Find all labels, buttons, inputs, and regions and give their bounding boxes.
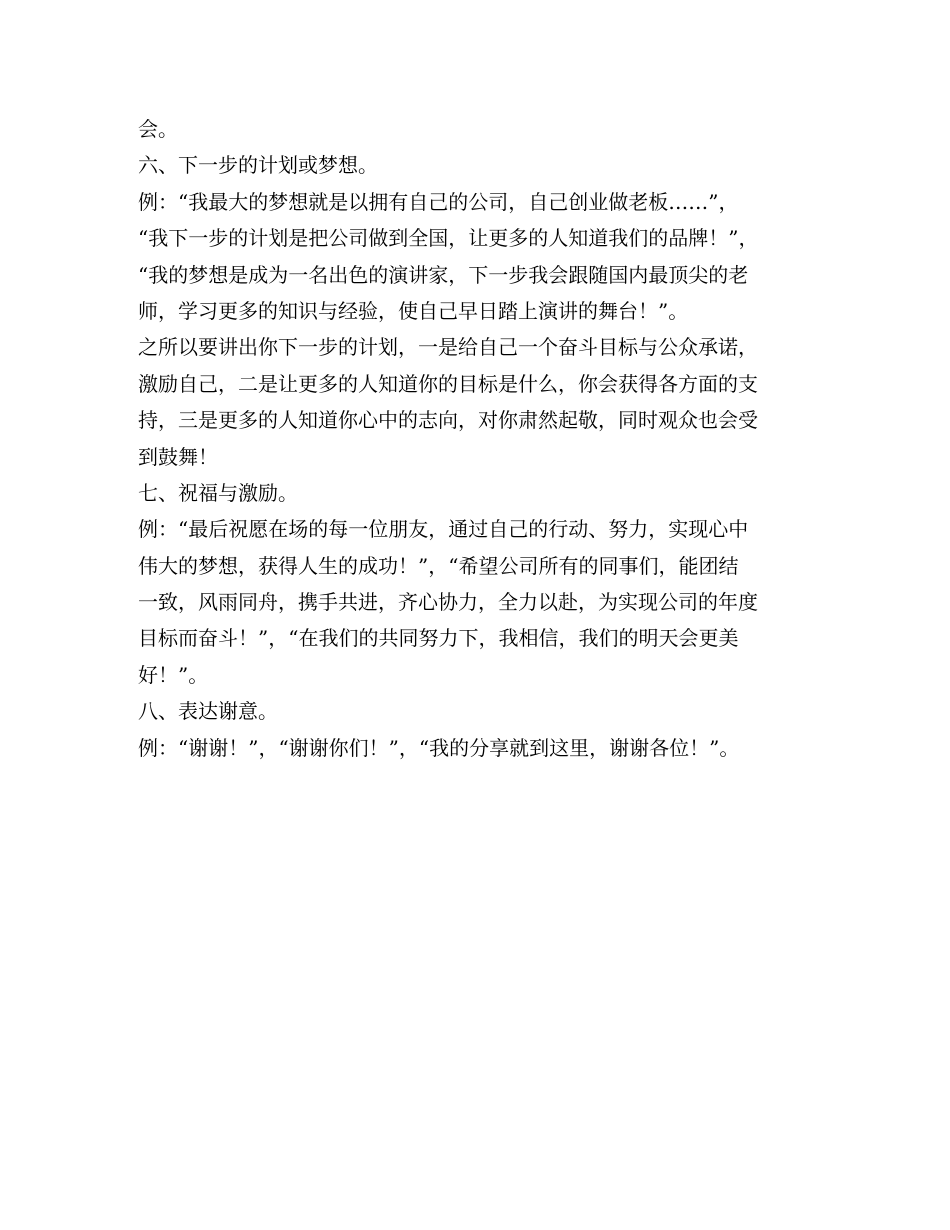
text-line: 师，学习更多的知识与经验，使自己早日踏上演讲的舞台！”。 xyxy=(138,298,689,323)
document-body xyxy=(138,111,838,766)
text-line: “我下一步的计划是把公司做到全国，让更多的人知道我们的品牌！”， xyxy=(138,226,759,251)
text-line: 例：“最后祝愿在场的每一位朋友，通过自己的行动、努力，实现心中 xyxy=(138,517,749,542)
text-line: 目标而奋斗！”，“在我们的共同努力下，我相信，我们的明天会更美 xyxy=(138,626,739,651)
text-line: 伟大的梦想，获得人生的成功！”，“希望公司所有的同事们，能团结 xyxy=(138,553,739,578)
section-heading-8: 八、表达谢意。 xyxy=(138,699,278,724)
section-heading-7: 七、祝福与激励。 xyxy=(138,480,298,505)
section-heading-6: 六、下一步的计划或梦想。 xyxy=(138,153,378,178)
text-line: 会。 xyxy=(138,117,178,141)
text-line: 之所以要讲出你下一步的计划，一是给自己一个奋斗目标与公众承诺， xyxy=(138,335,758,360)
text-line: 激励自己，二是让更多的人知道你的目标是什么，你会获得各方面的支 xyxy=(138,371,758,396)
text-line: 一致，风雨同舟，携手共进，齐心协力，全力以赴，为实现公司的年度 xyxy=(138,590,758,615)
text-line: 持，三是更多的人知道你心中的志向，对你肃然起敬，同时观众也会受 xyxy=(138,408,758,433)
text-line: “我的梦想是成为一名出色的演讲家，下一步我会跟随国内最顶尖的老 xyxy=(138,262,749,287)
text-line: 到鼓舞！ xyxy=(138,444,218,469)
text-line: 例：“我最大的梦想就是以拥有自己的公司，自己创业做老板……”， xyxy=(138,189,739,214)
text-line: 好！”。 xyxy=(138,662,209,687)
text-line: 例：“谢谢！”，“谢谢你们！”，“我的分享就到这里，谢谢各位！”。 xyxy=(138,735,740,760)
